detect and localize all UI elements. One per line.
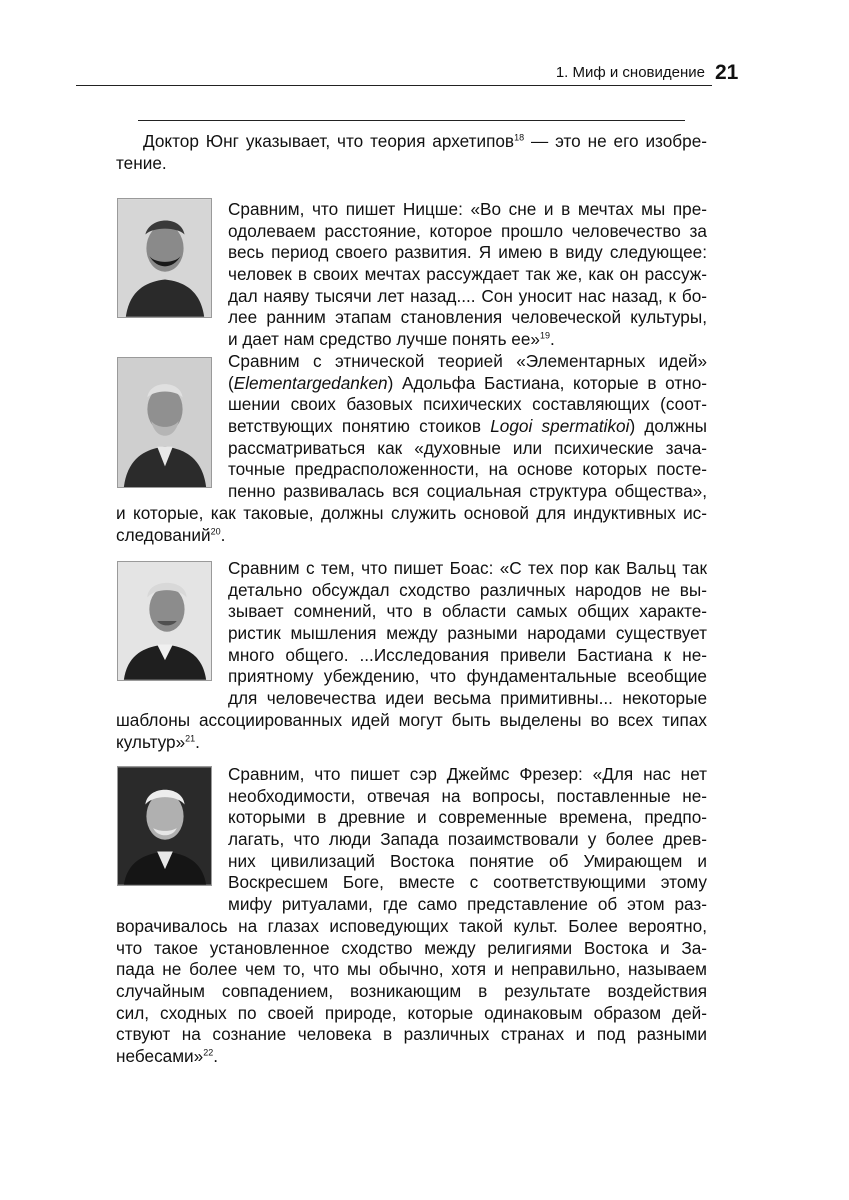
intro-paragraph bbox=[116, 131, 707, 174]
boas-tail: . bbox=[195, 731, 200, 752]
header-rule bbox=[76, 85, 712, 86]
boas-line-5: много общего. ...Исследования привели Бастиана к не- bbox=[228, 644, 707, 665]
running-header-chapter: 1. Миф и сновидение bbox=[555, 64, 705, 81]
frazer-line-9: что такое установленное сходство между религиями Востока и За- bbox=[116, 937, 707, 958]
bastian-line-5: рассматриваться как «духовные или психические зача- bbox=[228, 437, 707, 458]
boas-line-8: шаблоны ассоциированных идей могут быть выделены во всех типах bbox=[116, 709, 707, 730]
frazer-line-10: пада не более чем то, что мы обычно, хотя и неправильно, называем bbox=[116, 959, 707, 980]
bastian-last-text: следований bbox=[116, 524, 211, 545]
bastian-line-4-b: ) должны bbox=[629, 416, 707, 437]
bastian-line-2-rest: ) Адольфа Бастиана, которые в отно- bbox=[387, 372, 707, 393]
intro-line-2: тение. bbox=[116, 152, 167, 173]
nietzsche-last-text: и дает нам средство лучше понять ее» bbox=[228, 329, 540, 350]
bastian-tail: . bbox=[220, 524, 226, 545]
frazer-line-13: ствуют на сознание человека в различных странах и под разными bbox=[116, 1024, 707, 1045]
boas-line-2: детально обсуждал сходство различных народов не вы- bbox=[228, 579, 707, 600]
page-number: 21 bbox=[715, 61, 739, 84]
footnote-ref-20: 20 bbox=[210, 525, 221, 536]
footnote-ref-22: 22 bbox=[203, 1047, 214, 1058]
bastian-line-1: Сравним с этнической теорией «Элементарных идей» bbox=[228, 351, 707, 371]
nietzsche-line-3: весь период своего развития. Я имею в виду следующее: bbox=[228, 242, 707, 263]
boas-line-9 bbox=[116, 732, 707, 754]
footnote-ref-18: 18 bbox=[514, 132, 525, 143]
footnote-ref-21: 21 bbox=[185, 732, 196, 743]
bastian-line-7: пенно развивалась вся социальная структура общества», bbox=[228, 481, 707, 502]
logoi-spermatikoi-term: Logoi spermatikoi bbox=[490, 416, 630, 437]
frazer-line-11: случайным совпадением, возникающим в результате воздействия bbox=[116, 980, 707, 1001]
nietzsche-line-2: одолеваем расстояние, которое прошло человечество за bbox=[228, 220, 707, 241]
intro-text-a: Доктор Юнг указывает, что теория архетипов bbox=[143, 131, 515, 151]
nietzsche-line-5: дал наяву тысячи лет назад.... Сон уносит нас назад, к бо- bbox=[228, 285, 707, 306]
boas-last-text: культур» bbox=[116, 731, 186, 752]
bastian-paren-open: ( bbox=[228, 372, 234, 393]
nietzsche-portrait-image bbox=[118, 199, 211, 317]
frazer-tail: . bbox=[213, 1045, 218, 1066]
intro-line-1 bbox=[116, 131, 707, 153]
bastian-paragraph bbox=[116, 351, 707, 546]
text-top-rule bbox=[138, 120, 685, 121]
frazer-paragraph bbox=[116, 764, 707, 1068]
frazer-line-6: Воскресшем Боге, вместе с соответствующими этому bbox=[228, 872, 707, 893]
boas-line-6: приятному убеждению, что фундаментальные всеобщие bbox=[228, 666, 707, 687]
bastian-line-2 bbox=[228, 373, 707, 395]
frazer-line-14 bbox=[116, 1046, 707, 1068]
frazer-line-7: мифу ритуалами, где само представление об этом раз- bbox=[228, 894, 707, 915]
nietzsche-line-6: лее ранним этапам становления человеческой культуры, bbox=[228, 307, 707, 328]
nietzsche-line-7 bbox=[228, 329, 707, 351]
nietzsche-line-4: человек в своих мечтах рассуждает так же, как он рассуж- bbox=[228, 264, 707, 285]
bastian-line-8: и которые, как таковые, должны служить основой для индуктивных ис- bbox=[116, 502, 707, 523]
frazer-line-8: ворачивалось на глазах исповедующих такой культ. Более вероятно, bbox=[116, 915, 707, 936]
boas-line-7: для человечества идеи весьма примитивны... некоторые bbox=[228, 688, 707, 709]
boas-paragraph bbox=[116, 558, 707, 753]
bastian-line-9 bbox=[116, 525, 707, 547]
boas-line-3: зывает сомнений, что в области самых общих характе- bbox=[228, 601, 707, 622]
bastian-line-4 bbox=[228, 416, 707, 438]
elementargedanken-term: Elementargedanken bbox=[233, 372, 388, 393]
nietzsche-portrait bbox=[117, 198, 212, 318]
intro-text-b: — это не его изобре- bbox=[524, 131, 707, 151]
boas-line-4: ристик мышления между разными народами существует bbox=[228, 623, 707, 644]
frazer-line-3: которыми в древние и современные времена, предпо- bbox=[228, 807, 707, 828]
bastian-line-6: точные предрасположенности, на основе которых посте- bbox=[228, 459, 707, 480]
nietzsche-line-1: Сравним, что пишет Ницше: «Во сне и в мечтах мы пре- bbox=[228, 199, 707, 219]
frazer-last-text: небесами» bbox=[116, 1045, 204, 1066]
frazer-line-12: сил, сходных по своей природе, которые одинаковым образом дей- bbox=[116, 1002, 707, 1023]
bastian-line-4-a: ветствующих понятию стоиков bbox=[228, 416, 491, 437]
bastian-line-3: шении своих базовых психических составляющих (соот- bbox=[228, 394, 707, 415]
frazer-line-1: Сравним, что пишет сэр Джеймс Фрезер: «Для нас нет bbox=[228, 764, 707, 784]
nietzsche-tail: . bbox=[550, 329, 555, 350]
frazer-line-5: них цивилизаций Востока понятие об Умирающем и bbox=[228, 850, 707, 871]
footnote-ref-19: 19 bbox=[539, 330, 550, 341]
frazer-line-2: необходимости, отвечая на вопросы, поставленные не- bbox=[228, 785, 707, 806]
nietzsche-paragraph bbox=[228, 199, 707, 351]
frazer-line-4: лагать, что люди Запада позаимствовали у более древ- bbox=[228, 829, 707, 850]
boas-line-1: Сравним с тем, что пишет Боас: «С тех пор как Вальц так bbox=[228, 558, 707, 578]
